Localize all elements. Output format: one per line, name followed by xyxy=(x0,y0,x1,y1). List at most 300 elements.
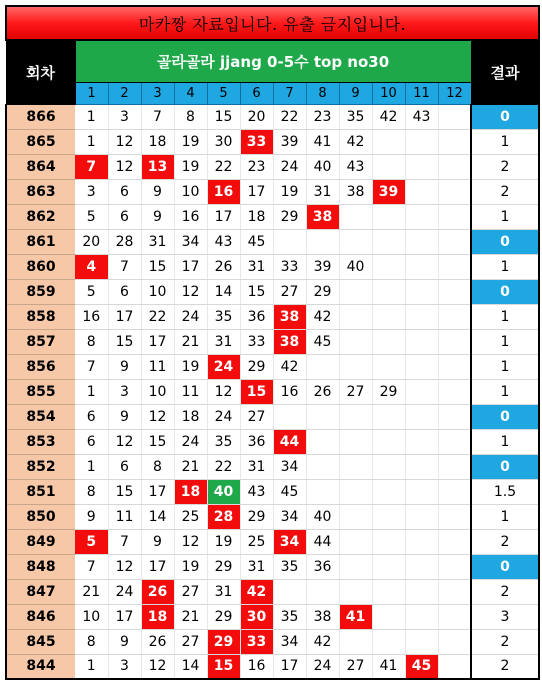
result-cell[interactable]: 0 xyxy=(471,104,539,129)
number-cell[interactable]: 42 xyxy=(372,104,405,129)
number-cell[interactable]: 8 xyxy=(75,329,108,354)
number-cell[interactable] xyxy=(339,329,372,354)
number-cell[interactable]: 42 xyxy=(306,304,339,329)
number-cell[interactable]: 31 xyxy=(240,454,273,479)
number-cell[interactable]: 15 xyxy=(141,254,174,279)
number-cell[interactable]: 1 xyxy=(75,104,108,129)
round-cell[interactable]: 856 xyxy=(6,354,75,379)
number-cell[interactable]: 12 xyxy=(108,154,141,179)
number-cell[interactable]: 9 xyxy=(108,629,141,654)
number-cell[interactable]: 27 xyxy=(174,629,207,654)
number-cell[interactable]: 11 xyxy=(141,354,174,379)
number-cell[interactable]: 8 xyxy=(75,479,108,504)
number-cell[interactable]: 21 xyxy=(174,604,207,629)
number-cell[interactable] xyxy=(405,454,438,479)
number-cell[interactable] xyxy=(438,304,471,329)
number-cell[interactable] xyxy=(438,104,471,129)
number-cell[interactable] xyxy=(438,129,471,154)
number-cell[interactable] xyxy=(339,354,372,379)
round-cell[interactable]: 846 xyxy=(6,604,75,629)
result-cell[interactable]: 1 xyxy=(471,204,539,229)
number-cell[interactable] xyxy=(306,354,339,379)
hit-number-cell[interactable]: 5 xyxy=(75,529,108,554)
number-cell[interactable] xyxy=(405,154,438,179)
hit-number-cell[interactable]: 28 xyxy=(207,504,240,529)
number-cell[interactable]: 19 xyxy=(174,129,207,154)
round-cell[interactable]: 847 xyxy=(6,579,75,604)
number-cell[interactable] xyxy=(372,229,405,254)
number-cell[interactable]: 21 xyxy=(174,329,207,354)
hit-number-cell[interactable]: 30 xyxy=(240,604,273,629)
number-cell[interactable] xyxy=(405,279,438,304)
number-cell[interactable]: 29 xyxy=(306,279,339,304)
round-cell[interactable]: 850 xyxy=(6,504,75,529)
number-cell[interactable]: 22 xyxy=(207,454,240,479)
number-cell[interactable]: 9 xyxy=(75,504,108,529)
number-cell[interactable]: 29 xyxy=(240,504,273,529)
number-cell[interactable] xyxy=(405,429,438,454)
number-cell[interactable] xyxy=(438,654,471,679)
number-cell[interactable]: 12 xyxy=(141,654,174,679)
column-header-7[interactable]: 7 xyxy=(273,82,306,104)
number-cell[interactable] xyxy=(306,429,339,454)
round-cell[interactable]: 851 xyxy=(6,479,75,504)
hit-number-cell[interactable]: 24 xyxy=(207,354,240,379)
number-cell[interactable]: 45 xyxy=(306,329,339,354)
number-cell[interactable]: 6 xyxy=(75,404,108,429)
round-cell[interactable]: 858 xyxy=(6,304,75,329)
number-cell[interactable] xyxy=(339,504,372,529)
number-cell[interactable]: 9 xyxy=(141,529,174,554)
number-cell[interactable]: 31 xyxy=(240,254,273,279)
number-cell[interactable]: 27 xyxy=(174,579,207,604)
hit-number-cell[interactable]: 16 xyxy=(207,179,240,204)
number-cell[interactable]: 43 xyxy=(240,479,273,504)
number-cell[interactable] xyxy=(438,354,471,379)
number-cell[interactable]: 21 xyxy=(174,454,207,479)
number-cell[interactable]: 28 xyxy=(108,229,141,254)
hit-number-cell[interactable]: 15 xyxy=(207,654,240,679)
number-cell[interactable]: 17 xyxy=(273,654,306,679)
hit-number-cell[interactable]: 33 xyxy=(240,129,273,154)
number-cell[interactable]: 12 xyxy=(174,279,207,304)
number-cell[interactable]: 43 xyxy=(339,154,372,179)
number-cell[interactable]: 27 xyxy=(240,404,273,429)
number-cell[interactable]: 3 xyxy=(108,104,141,129)
number-cell[interactable]: 15 xyxy=(141,429,174,454)
number-cell[interactable]: 29 xyxy=(273,204,306,229)
result-cell[interactable]: 1 xyxy=(471,304,539,329)
result-cell[interactable]: 0 xyxy=(471,404,539,429)
number-cell[interactable]: 31 xyxy=(306,179,339,204)
round-cell[interactable]: 848 xyxy=(6,554,75,579)
number-cell[interactable]: 30 xyxy=(207,129,240,154)
number-cell[interactable]: 9 xyxy=(108,354,141,379)
number-cell[interactable]: 6 xyxy=(108,204,141,229)
result-cell[interactable]: 2 xyxy=(471,579,539,604)
number-cell[interactable] xyxy=(438,154,471,179)
number-cell[interactable] xyxy=(372,404,405,429)
number-cell[interactable] xyxy=(372,154,405,179)
number-cell[interactable]: 1 xyxy=(75,129,108,154)
result-cell[interactable]: 3 xyxy=(471,604,539,629)
number-cell[interactable] xyxy=(339,204,372,229)
round-cell[interactable]: 860 xyxy=(6,254,75,279)
number-cell[interactable] xyxy=(438,479,471,504)
number-cell[interactable]: 7 xyxy=(75,354,108,379)
number-cell[interactable]: 10 xyxy=(141,279,174,304)
column-header-9[interactable]: 9 xyxy=(339,82,372,104)
number-cell[interactable]: 17 xyxy=(108,304,141,329)
number-cell[interactable]: 21 xyxy=(75,579,108,604)
number-cell[interactable]: 3 xyxy=(108,379,141,404)
number-cell[interactable]: 44 xyxy=(306,529,339,554)
number-cell[interactable] xyxy=(438,504,471,529)
number-cell[interactable] xyxy=(372,254,405,279)
round-cell[interactable]: 862 xyxy=(6,204,75,229)
number-cell[interactable]: 6 xyxy=(75,429,108,454)
number-cell[interactable] xyxy=(372,579,405,604)
number-cell[interactable] xyxy=(372,204,405,229)
round-cell[interactable]: 863 xyxy=(6,179,75,204)
number-cell[interactable] xyxy=(273,404,306,429)
hit-number-cell[interactable]: 7 xyxy=(75,154,108,179)
number-cell[interactable] xyxy=(405,504,438,529)
number-cell[interactable] xyxy=(438,454,471,479)
number-cell[interactable]: 14 xyxy=(174,654,207,679)
number-cell[interactable] xyxy=(405,479,438,504)
number-cell[interactable] xyxy=(306,479,339,504)
number-cell[interactable]: 15 xyxy=(108,329,141,354)
number-cell[interactable]: 15 xyxy=(240,279,273,304)
number-cell[interactable] xyxy=(372,529,405,554)
number-cell[interactable]: 19 xyxy=(207,529,240,554)
column-header-5[interactable]: 5 xyxy=(207,82,240,104)
number-cell[interactable]: 24 xyxy=(108,579,141,604)
number-cell[interactable] xyxy=(306,229,339,254)
number-cell[interactable]: 12 xyxy=(108,429,141,454)
number-cell[interactable]: 23 xyxy=(306,104,339,129)
number-cell[interactable] xyxy=(372,604,405,629)
number-cell[interactable]: 10 xyxy=(141,379,174,404)
column-header-2[interactable]: 2 xyxy=(108,82,141,104)
number-cell[interactable]: 40 xyxy=(306,154,339,179)
number-cell[interactable]: 19 xyxy=(174,554,207,579)
number-cell[interactable]: 15 xyxy=(207,104,240,129)
hit-number-cell[interactable]: 41 xyxy=(339,604,372,629)
hit-number-cell[interactable]: 33 xyxy=(240,629,273,654)
result-header[interactable]: 결과 xyxy=(471,40,539,104)
number-cell[interactable]: 10 xyxy=(174,179,207,204)
number-cell[interactable]: 1 xyxy=(75,454,108,479)
hit-number-cell[interactable]: 44 xyxy=(273,429,306,454)
number-cell[interactable] xyxy=(405,579,438,604)
number-cell[interactable] xyxy=(438,379,471,404)
result-cell[interactable]: 2 xyxy=(471,629,539,654)
hit-number-cell[interactable]: 38 xyxy=(273,304,306,329)
number-cell[interactable]: 19 xyxy=(273,179,306,204)
hit-number-cell[interactable]: 45 xyxy=(405,654,438,679)
round-cell[interactable]: 861 xyxy=(6,229,75,254)
number-cell[interactable]: 24 xyxy=(174,304,207,329)
number-cell[interactable] xyxy=(438,254,471,279)
number-cell[interactable]: 35 xyxy=(207,304,240,329)
hit-number-cell[interactable]: 29 xyxy=(207,629,240,654)
hit-number-cell[interactable]: 39 xyxy=(372,179,405,204)
number-cell[interactable] xyxy=(405,629,438,654)
number-cell[interactable]: 29 xyxy=(207,604,240,629)
round-cell[interactable]: 852 xyxy=(6,454,75,479)
column-header-4[interactable]: 4 xyxy=(174,82,207,104)
number-cell[interactable]: 36 xyxy=(306,554,339,579)
number-cell[interactable] xyxy=(438,429,471,454)
number-cell[interactable] xyxy=(438,579,471,604)
round-cell[interactable]: 854 xyxy=(6,404,75,429)
number-cell[interactable]: 8 xyxy=(141,454,174,479)
number-cell[interactable]: 29 xyxy=(207,554,240,579)
result-cell[interactable]: 2 xyxy=(471,529,539,554)
number-cell[interactable]: 40 xyxy=(306,504,339,529)
number-cell[interactable] xyxy=(438,529,471,554)
number-cell[interactable]: 16 xyxy=(273,379,306,404)
hit-number-cell[interactable]: 40 xyxy=(207,479,240,504)
number-cell[interactable] xyxy=(405,529,438,554)
number-cell[interactable]: 7 xyxy=(75,554,108,579)
number-cell[interactable]: 19 xyxy=(174,154,207,179)
number-cell[interactable]: 16 xyxy=(240,654,273,679)
result-cell[interactable]: 1 xyxy=(471,354,539,379)
number-cell[interactable]: 36 xyxy=(240,429,273,454)
number-cell[interactable]: 18 xyxy=(174,404,207,429)
number-cell[interactable]: 17 xyxy=(108,604,141,629)
number-cell[interactable]: 31 xyxy=(207,579,240,604)
number-cell[interactable] xyxy=(438,179,471,204)
column-header-1[interactable]: 1 xyxy=(75,82,108,104)
round-cell[interactable]: 866 xyxy=(6,104,75,129)
number-cell[interactable]: 17 xyxy=(174,254,207,279)
result-cell[interactable]: 1.5 xyxy=(471,479,539,504)
number-cell[interactable]: 38 xyxy=(339,179,372,204)
hit-number-cell[interactable]: 13 xyxy=(141,154,174,179)
number-cell[interactable] xyxy=(339,279,372,304)
number-cell[interactable] xyxy=(339,404,372,429)
number-cell[interactable] xyxy=(438,629,471,654)
number-cell[interactable]: 17 xyxy=(240,179,273,204)
number-cell[interactable] xyxy=(372,479,405,504)
number-cell[interactable]: 6 xyxy=(108,279,141,304)
number-cell[interactable]: 14 xyxy=(207,279,240,304)
number-cell[interactable]: 41 xyxy=(372,654,405,679)
number-cell[interactable] xyxy=(339,454,372,479)
number-cell[interactable]: 3 xyxy=(75,179,108,204)
round-header[interactable]: 회차 xyxy=(6,40,75,104)
number-cell[interactable]: 11 xyxy=(174,379,207,404)
number-cell[interactable] xyxy=(405,204,438,229)
number-cell[interactable]: 38 xyxy=(306,604,339,629)
number-cell[interactable] xyxy=(405,404,438,429)
number-cell[interactable] xyxy=(372,429,405,454)
round-cell[interactable]: 865 xyxy=(6,129,75,154)
number-cell[interactable] xyxy=(339,229,372,254)
number-cell[interactable]: 42 xyxy=(273,354,306,379)
result-cell[interactable]: 0 xyxy=(471,229,539,254)
column-header-11[interactable]: 11 xyxy=(405,82,438,104)
number-cell[interactable]: 19 xyxy=(174,354,207,379)
number-cell[interactable]: 16 xyxy=(75,304,108,329)
result-cell[interactable]: 1 xyxy=(471,329,539,354)
result-cell[interactable]: 0 xyxy=(471,279,539,304)
number-cell[interactable] xyxy=(372,354,405,379)
number-cell[interactable]: 39 xyxy=(306,254,339,279)
number-cell[interactable]: 18 xyxy=(240,204,273,229)
number-cell[interactable] xyxy=(339,479,372,504)
number-cell[interactable]: 6 xyxy=(108,454,141,479)
number-cell[interactable] xyxy=(438,279,471,304)
number-cell[interactable]: 42 xyxy=(339,129,372,154)
number-cell[interactable] xyxy=(405,304,438,329)
round-cell[interactable]: 844 xyxy=(6,654,75,679)
number-cell[interactable]: 40 xyxy=(339,254,372,279)
number-cell[interactable]: 34 xyxy=(273,504,306,529)
number-cell[interactable]: 8 xyxy=(75,629,108,654)
number-cell[interactable] xyxy=(438,554,471,579)
number-cell[interactable]: 9 xyxy=(141,204,174,229)
number-cell[interactable]: 12 xyxy=(108,129,141,154)
number-cell[interactable]: 20 xyxy=(75,229,108,254)
number-cell[interactable]: 10 xyxy=(75,604,108,629)
number-cell[interactable] xyxy=(372,304,405,329)
number-cell[interactable]: 33 xyxy=(273,254,306,279)
number-cell[interactable] xyxy=(405,229,438,254)
number-cell[interactable]: 24 xyxy=(174,429,207,454)
result-cell[interactable]: 2 xyxy=(471,654,539,679)
number-cell[interactable] xyxy=(405,129,438,154)
number-cell[interactable]: 27 xyxy=(273,279,306,304)
hit-number-cell[interactable]: 15 xyxy=(240,379,273,404)
number-cell[interactable] xyxy=(405,329,438,354)
number-cell[interactable]: 17 xyxy=(141,554,174,579)
number-cell[interactable]: 18 xyxy=(141,129,174,154)
number-cell[interactable]: 26 xyxy=(141,629,174,654)
number-cell[interactable]: 8 xyxy=(174,104,207,129)
number-cell[interactable]: 17 xyxy=(207,204,240,229)
number-cell[interactable] xyxy=(372,504,405,529)
number-cell[interactable]: 11 xyxy=(108,504,141,529)
number-cell[interactable]: 1 xyxy=(75,379,108,404)
number-cell[interactable]: 43 xyxy=(405,104,438,129)
number-cell[interactable]: 35 xyxy=(339,104,372,129)
number-cell[interactable]: 12 xyxy=(108,554,141,579)
number-cell[interactable] xyxy=(306,404,339,429)
number-cell[interactable] xyxy=(405,554,438,579)
number-cell[interactable] xyxy=(372,279,405,304)
number-cell[interactable] xyxy=(306,454,339,479)
number-cell[interactable]: 34 xyxy=(273,454,306,479)
number-cell[interactable]: 35 xyxy=(207,429,240,454)
number-cell[interactable]: 26 xyxy=(306,379,339,404)
number-cell[interactable]: 5 xyxy=(75,279,108,304)
number-cell[interactable]: 31 xyxy=(141,229,174,254)
round-cell[interactable]: 859 xyxy=(6,279,75,304)
number-cell[interactable] xyxy=(438,204,471,229)
hit-number-cell[interactable]: 38 xyxy=(306,204,339,229)
result-cell[interactable]: 0 xyxy=(471,454,539,479)
result-cell[interactable]: 1 xyxy=(471,129,539,154)
number-cell[interactable] xyxy=(372,629,405,654)
number-cell[interactable] xyxy=(273,229,306,254)
column-header-3[interactable]: 3 xyxy=(141,82,174,104)
round-cell[interactable]: 855 xyxy=(6,379,75,404)
number-cell[interactable]: 31 xyxy=(240,554,273,579)
result-cell[interactable]: 1 xyxy=(471,379,539,404)
number-cell[interactable]: 35 xyxy=(273,604,306,629)
number-cell[interactable]: 22 xyxy=(141,304,174,329)
number-cell[interactable]: 31 xyxy=(207,329,240,354)
hit-number-cell[interactable]: 18 xyxy=(174,479,207,504)
result-cell[interactable]: 1 xyxy=(471,429,539,454)
number-cell[interactable] xyxy=(339,629,372,654)
number-cell[interactable]: 20 xyxy=(240,104,273,129)
number-cell[interactable]: 25 xyxy=(174,504,207,529)
number-cell[interactable]: 42 xyxy=(306,629,339,654)
number-cell[interactable]: 35 xyxy=(273,554,306,579)
number-cell[interactable]: 29 xyxy=(240,354,273,379)
number-cell[interactable]: 41 xyxy=(306,129,339,154)
number-cell[interactable] xyxy=(405,354,438,379)
result-cell[interactable]: 2 xyxy=(471,154,539,179)
column-header-6[interactable]: 6 xyxy=(240,82,273,104)
hit-number-cell[interactable]: 18 xyxy=(141,604,174,629)
number-cell[interactable] xyxy=(438,329,471,354)
number-cell[interactable]: 7 xyxy=(108,529,141,554)
number-cell[interactable] xyxy=(372,454,405,479)
number-cell[interactable]: 36 xyxy=(240,304,273,329)
number-cell[interactable]: 24 xyxy=(273,154,306,179)
number-cell[interactable]: 3 xyxy=(108,654,141,679)
column-header-8[interactable]: 8 xyxy=(306,82,339,104)
hit-number-cell[interactable]: 42 xyxy=(240,579,273,604)
result-cell[interactable]: 1 xyxy=(471,254,539,279)
number-cell[interactable]: 26 xyxy=(207,254,240,279)
number-cell[interactable]: 45 xyxy=(240,229,273,254)
number-cell[interactable] xyxy=(372,129,405,154)
number-cell[interactable]: 7 xyxy=(108,254,141,279)
number-cell[interactable] xyxy=(339,304,372,329)
column-header-12[interactable]: 12 xyxy=(438,82,471,104)
result-cell[interactable]: 1 xyxy=(471,504,539,529)
number-cell[interactable]: 34 xyxy=(174,229,207,254)
number-cell[interactable]: 6 xyxy=(108,179,141,204)
number-cell[interactable] xyxy=(405,379,438,404)
column-header-10[interactable]: 10 xyxy=(372,82,405,104)
number-cell[interactable]: 24 xyxy=(306,654,339,679)
number-cell[interactable] xyxy=(339,554,372,579)
round-cell[interactable]: 849 xyxy=(6,529,75,554)
number-cell[interactable]: 22 xyxy=(273,104,306,129)
hit-number-cell[interactable]: 26 xyxy=(141,579,174,604)
number-cell[interactable]: 25 xyxy=(240,529,273,554)
number-cell[interactable]: 5 xyxy=(75,204,108,229)
number-cell[interactable]: 22 xyxy=(207,154,240,179)
number-cell[interactable]: 15 xyxy=(108,479,141,504)
number-cell[interactable]: 12 xyxy=(174,529,207,554)
number-cell[interactable]: 9 xyxy=(141,179,174,204)
number-cell[interactable] xyxy=(273,579,306,604)
number-cell[interactable] xyxy=(438,229,471,254)
number-cell[interactable]: 9 xyxy=(108,404,141,429)
number-cell[interactable]: 17 xyxy=(141,479,174,504)
number-cell[interactable]: 29 xyxy=(372,379,405,404)
